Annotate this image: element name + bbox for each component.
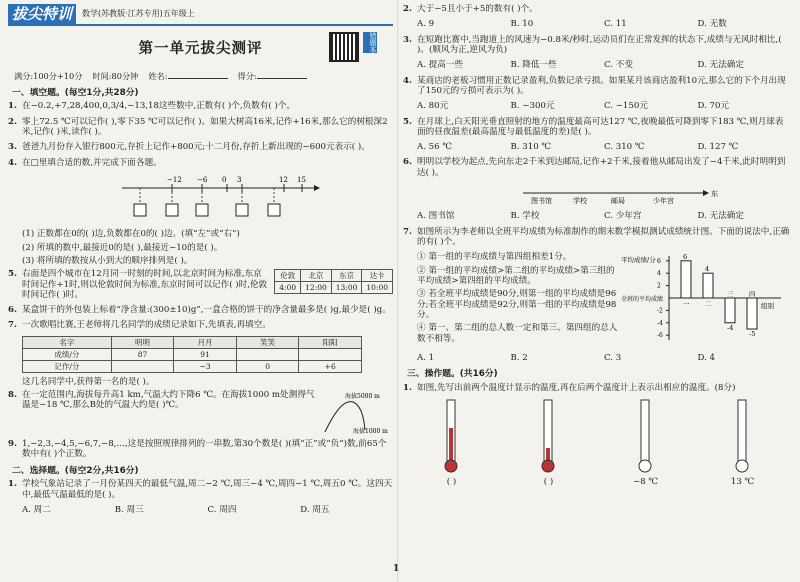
y-tick-label: 6: [657, 258, 662, 266]
time-limit: 时间:80分钟: [92, 71, 139, 81]
chart-title: 平均成绩/分: [621, 256, 657, 265]
question-3: 3. 爸爸九月份存入银行800元,存折上记作+800元;十二月份,存折上新出现的−600元表示( )。: [8, 142, 370, 153]
right-page: [403, 4, 791, 574]
question-7: 7. 一次歌唱比赛,王老师将几名同学的成绩记录如下,先填表,再填空。: [8, 320, 271, 331]
question-6: 6. 某盒饼干的外包装上标着“净含量:(300±10)g”,一盒合格的饼干的净含量最多是( )g,最少是( )g。: [8, 305, 391, 316]
choice-7: 7. 如图所示为李老师以全班平均成绩为标准制作的期末数学模拟测试成绩统计图。下面的说法中,正确的有( )个。: [403, 226, 790, 247]
svg-text:海拔1000 m: 海拔1000 m: [353, 428, 388, 435]
question-5: 5. 伦敦 北京 东京 达卡 4:00 12:00 13:00 10:00 右面是四个城市在12月同一时刻的时间,以北京时间为标准,东京时间记作+1时,则以伦敦时间为标准,东京时间可以记作( )时,伦敦时间记作( )时。: [8, 269, 393, 300]
thermometer-icon: [529, 398, 569, 474]
score-table: 名字 明明 月月 笑笑 阳阳 成绩/分 87 91 记作/分 −3 0 +6: [22, 336, 362, 373]
choice-5: 5. 在月球上,白天阳光垂直照射的地方的温度最高可达127 ℃,夜晚最低可降到零下183 ℃,则月球表面的昼夜温差(最高温度与最低温度的差)是( )。: [403, 116, 784, 137]
points-label: 得分:: [238, 72, 307, 82]
thermometer-1: ( ): [412, 398, 492, 488]
thermometers: [403, 398, 791, 488]
choice-7-options: A. 1 B. 2 C. 3 D. 4: [417, 352, 716, 363]
thermometer-3: −8 ℃: [606, 398, 686, 488]
svg-text:东: 东: [711, 190, 718, 199]
title-row: [8, 30, 393, 70]
qr-label: 错题本: [363, 32, 377, 53]
thermometer-icon: [626, 398, 666, 474]
bar-group-2: [703, 274, 713, 299]
thermometer-icon: [723, 398, 763, 474]
y-tick-label: -2: [657, 307, 664, 315]
y-tick-label: -4: [657, 320, 664, 328]
svg-text:海拔5000 m: 海拔5000 m: [345, 393, 380, 401]
full-score: 满分:100分+10分: [14, 71, 83, 81]
question-8: 8. 海拔5000 m 海拔1000 m 在一定范围内,海拔每升高1 km,气温大约下降6 ℃。在海拔1000 m处测得气温是−18 ℃,那么B处的气温大约是( )℃。: [8, 390, 393, 434]
category-label: 三: [727, 290, 734, 299]
mountain-diagram: [323, 390, 393, 434]
baseline-label: 全班的平均成绩: [621, 296, 664, 304]
qr-code-icon: [329, 32, 359, 62]
group-score-chart: [621, 252, 791, 344]
choice-4-options: A. 80元 B. −300元 C. −150元 D. 70元: [417, 101, 730, 112]
left-page: [8, 4, 393, 574]
page-number: 1: [393, 564, 400, 574]
bar-group-4: [747, 298, 757, 329]
choice-3: 3. 在短跑比赛中,当跑道上的风速为−0.8米/秒时,运动员们在正常发挥的状态下,成绩与无风时相比,( )。(顺风为正,逆风为负): [403, 34, 782, 55]
section-fill-in: 一、填空题。(每空1分,共28分): [12, 87, 139, 98]
page-title: 第一单元拔尖测评: [138, 41, 263, 58]
number-line-label: 15: [297, 175, 306, 184]
svg-text:少年宫: 少年宫: [653, 197, 674, 206]
question-2: 2. 零上72.5 ℃可以记作( ),零下35 ℃可以记作( )。如果大树高16米,记作+16米,那么它的树根深2米,记作( )米,读作( )。: [8, 116, 388, 138]
category-label: 四: [749, 290, 756, 299]
answer-box[interactable]: [236, 204, 248, 216]
svg-text:学校: 学校: [573, 197, 587, 206]
choice-6: 6. 明明以学校为起点,先向东走2千米到达邮局,记作+2千米,接着他从邮局出发了−4千米,此时明明到达( )。: [403, 157, 786, 178]
choice-1-options: A. 周二 B. 周三 C. 周四 D. 周五: [22, 504, 330, 515]
svg-text:图书馆: 图书馆: [531, 197, 552, 206]
choice-6-options: A. 图书馆 B. 学校 C. 少年宫 D. 无法确定: [417, 211, 744, 222]
name-label: 姓名:: [148, 72, 227, 82]
q4-sub-1: (1) 正数都在0的( )边,负数都在0的( )边。(填“左”或“右”): [22, 229, 240, 240]
answer-box[interactable]: [196, 204, 208, 216]
choice-1: 1. 学校气象站记录了一月份某四天的最低气温,周二−2 ℃,周三−4 ℃,周四−1 ℃,周五0 ℃。这四天中,最低气温最低的是( )。: [8, 479, 393, 500]
brand-logo: 拔尖特训: [8, 4, 76, 24]
bar-value-label: 4: [705, 265, 710, 274]
q4-sub-3: (3) 将所填的数按从小到大的顺序排列是( )。: [22, 255, 193, 266]
choice-7-body: [403, 252, 791, 350]
answer-box[interactable]: [134, 204, 146, 216]
choice-7-statements: ① 第一组的平均成绩与第四组相差1分。 ② 第一组的平均成绩>第二组的平均成绩>第三组的平均成绩>第四组的平均成绩。 ③ 若全班平均成绩是90分,则第一组的平均成绩是96分;若全班平均成绩是92分,则第一组的平均成绩是98分。 ④ 第一、第二组的总人数一定和第三、第四组的总人数不相等。: [417, 252, 618, 344]
choice-4: 4. 某商店的老板习惯用正数记录盈利,负数记录亏损。如果某月该商店盈利10元,那么它的下个月出现了150元的亏损可表示为( )。: [403, 75, 786, 96]
svg-text:邮局: 邮局: [611, 197, 625, 206]
x-axis-label: 组别: [761, 302, 775, 311]
q4-sub-2: (2) 所填的数中,最接近0的是( ),最接近−10的是( )。: [22, 242, 223, 253]
y-tick-label: -6: [657, 332, 664, 340]
question-4: 4. 在□里填合适的数,并完成下面各题。: [8, 157, 162, 168]
q7-after: 这几名同学中,获得第一名的是( )。: [22, 376, 155, 387]
y-tick-label: 4: [657, 270, 662, 278]
page-fold: [397, 0, 399, 582]
number-line-label: −6: [197, 175, 208, 184]
choice-2-options: A. 9 B. 10 C. 11 D. 无数: [417, 19, 727, 30]
number-line: [22, 176, 382, 222]
answer-box[interactable]: [166, 204, 178, 216]
header: [8, 4, 393, 26]
direction-line: [403, 183, 783, 205]
question-1: 1. 在−0.2,+7,28,400,0,3/4,−13,18这些数中,正数有( )个,负数有( )个。: [8, 101, 296, 112]
operation-1: 1. 如图,先写出前两个温度计显示的温度,再在后两个温度计上表示出相应的温度。(8分): [403, 382, 736, 393]
question-9: 9. 1,−2,3,−4,5,−6,7,−8,…,这是按照规律排列的一串数,第30个数是( )(填“正”或“负”)数,前65个数中有( )个正数。: [8, 439, 387, 460]
bar-group-1: [681, 261, 691, 298]
choice-2: 2. 大于−5且小于+5的数有( )个。: [403, 4, 538, 14]
choice-3-options: A. 提高一些 B. 降低一些 C. 不变 D. 无法确定: [417, 60, 744, 71]
bar-value-label: -5: [749, 330, 756, 339]
number-line-label: 0: [222, 175, 227, 184]
answer-box[interactable]: [268, 204, 280, 216]
subject-label: 数学(苏教版·江苏专用)五年级上: [82, 9, 195, 19]
section-operation: 三、操作题。(共16分): [407, 369, 498, 380]
meta-row: [14, 72, 393, 82]
bar-value-label: 6: [683, 253, 688, 262]
city-time-table: 伦敦 北京 东京 达卡 4:00 12:00 13:00 10:00: [274, 269, 393, 294]
category-label: 一: [683, 300, 690, 309]
number-line-label: −12: [167, 175, 182, 184]
bar-value-label: -4: [727, 324, 734, 333]
y-tick-label: 2: [657, 282, 662, 290]
number-line-label: 12: [279, 175, 288, 184]
question-4-subs: [22, 229, 393, 266]
bar-group-3: [725, 298, 735, 323]
section-choice: 二、选择题。(每空2分,共16分): [12, 465, 139, 476]
thermometer-4: 13 ℃: [703, 398, 783, 488]
number-line-label: 3: [237, 175, 242, 184]
category-label: 二: [705, 300, 712, 309]
choice-5-options: A. 56 ℃ B. 310 ℃ C. 310 ℃ D. 127 ℃: [417, 142, 739, 153]
thermometer-icon: [432, 398, 472, 474]
thermometer-2: ( ): [509, 398, 589, 488]
